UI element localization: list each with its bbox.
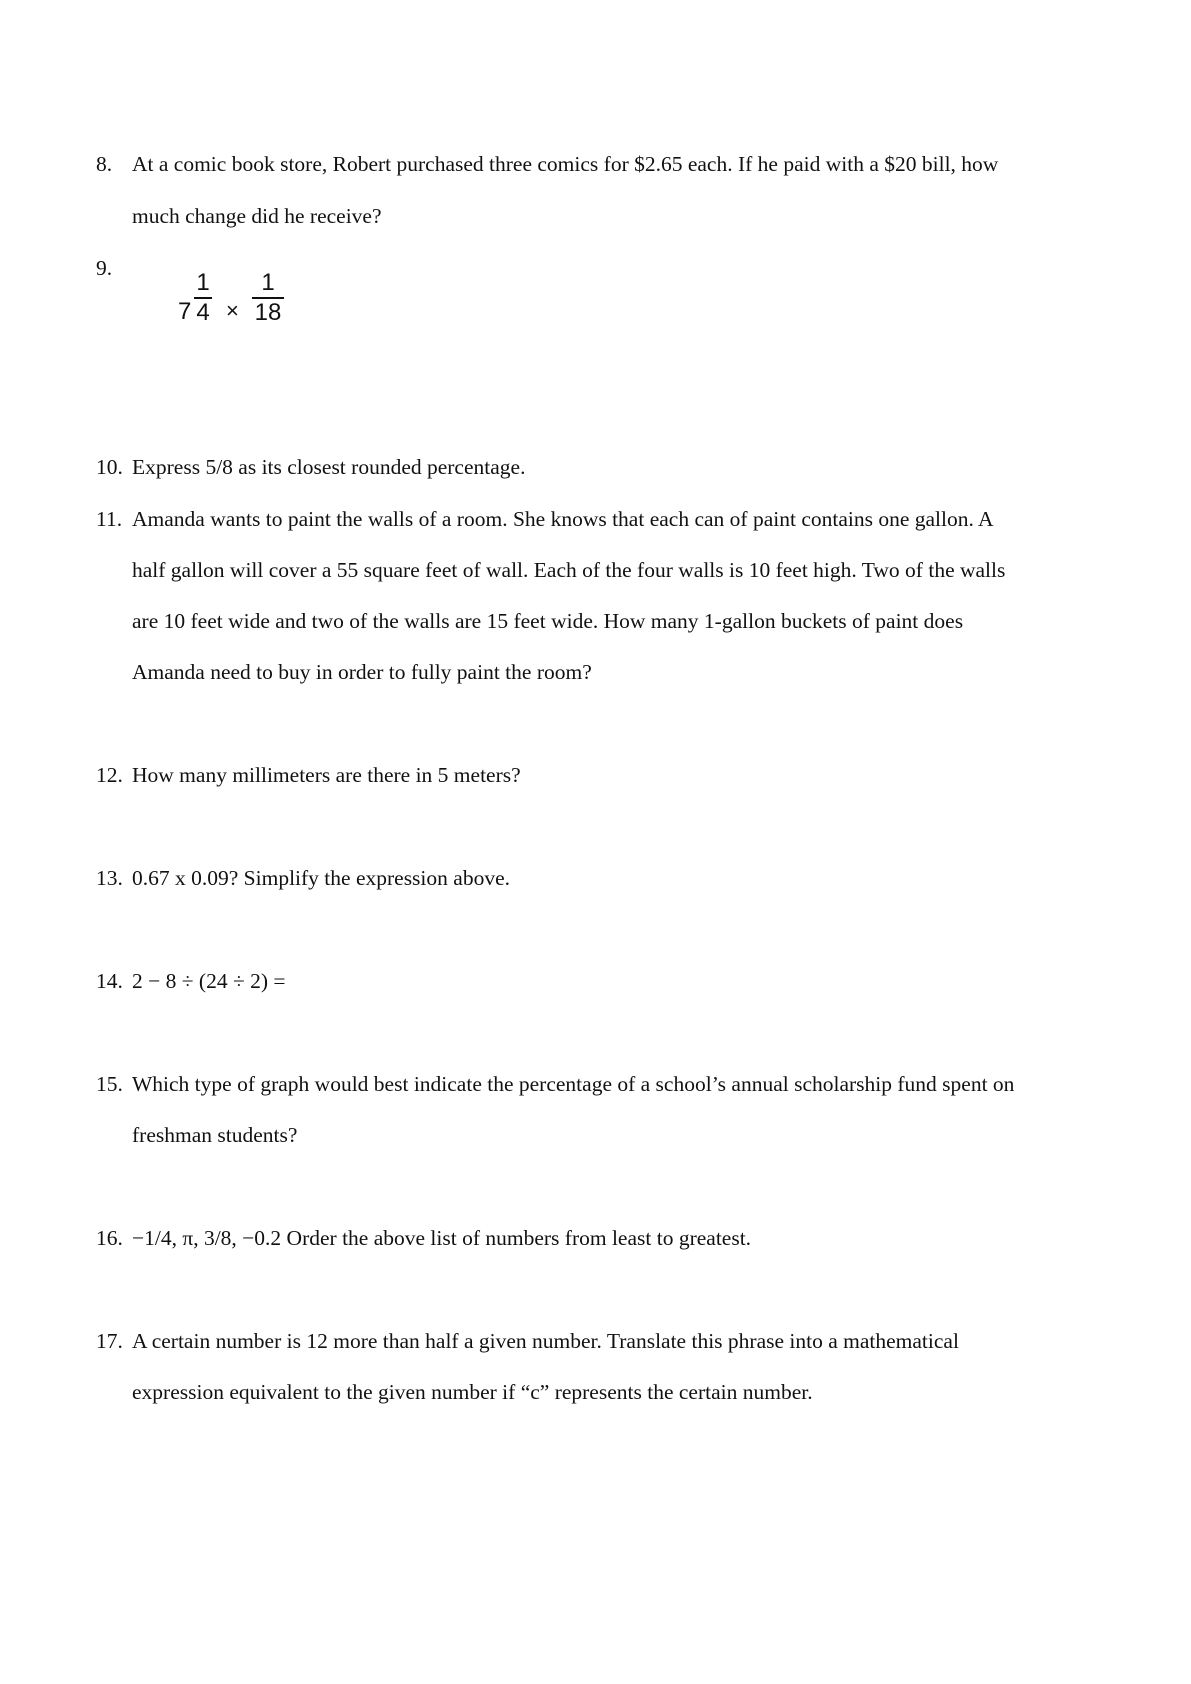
question-number: 17.: [96, 1329, 123, 1353]
fraction-one-quarter: [194, 270, 212, 326]
question-text-line: How many millimeters are there in 5 meters?: [132, 763, 521, 787]
question-number: 15.: [96, 1072, 123, 1096]
question-text-line: Express 5/8 as its closest rounded percentage.: [132, 455, 526, 479]
question-number: 11.: [96, 507, 123, 531]
question-text-line: 0.67 x 0.09? Simplify the expression above.: [132, 866, 510, 890]
denominator: 18: [254, 299, 282, 326]
question-text-line: expression equivalent to the given number if “c” represents the certain number.: [132, 1380, 813, 1404]
question-number: 8.: [96, 152, 113, 176]
fraction-one-eighteenth: [252, 270, 284, 326]
question-text-line: −1/4, π, 3/8, −0.2 Order the above list of numbers from least to greatest.: [132, 1226, 752, 1250]
question-number: 16.: [96, 1226, 123, 1250]
question-text-line: At a comic book store, Robert purchased three comics for $2.65 each. If he paid with a $20 bill, how: [132, 152, 999, 176]
question-number: 9.: [96, 256, 113, 280]
numerator: 1: [261, 269, 275, 296]
question-number: 13.: [96, 866, 123, 890]
question-text-line: much change did he receive?: [132, 204, 382, 228]
question-text-line: freshman students?: [132, 1123, 298, 1147]
question-number: 12.: [96, 763, 123, 787]
question-text-line: Which type of graph would best indicate the percentage of a school’s annual scholarship fund spent on: [132, 1072, 1015, 1096]
denominator: 4: [196, 299, 210, 326]
whole-part: 7: [178, 298, 192, 325]
question-text-line: Amanda need to buy in order to fully paint the room?: [132, 660, 592, 684]
question-text-line: half gallon will cover a 55 square feet of wall. Each of the four walls is 10 feet high. Two of the walls: [132, 558, 1006, 582]
question-text-line: A certain number is 12 more than half a given number. Translate this phrase into a mathematical: [132, 1329, 959, 1353]
question-text-line: are 10 feet wide and two of the walls are 15 feet wide. How many 1-gallon buckets of paint does: [132, 609, 964, 633]
question-text-line: 2 − 8 ÷ (24 ÷ 2) =: [132, 969, 286, 993]
question-text-line: Amanda wants to paint the walls of a room. She knows that each can of paint contains one gallon. A: [132, 507, 994, 531]
multiply-operator: ×: [226, 298, 239, 323]
question-number: 10.: [96, 455, 123, 479]
question-number: 14.: [96, 969, 123, 993]
numerator: 1: [196, 269, 210, 296]
